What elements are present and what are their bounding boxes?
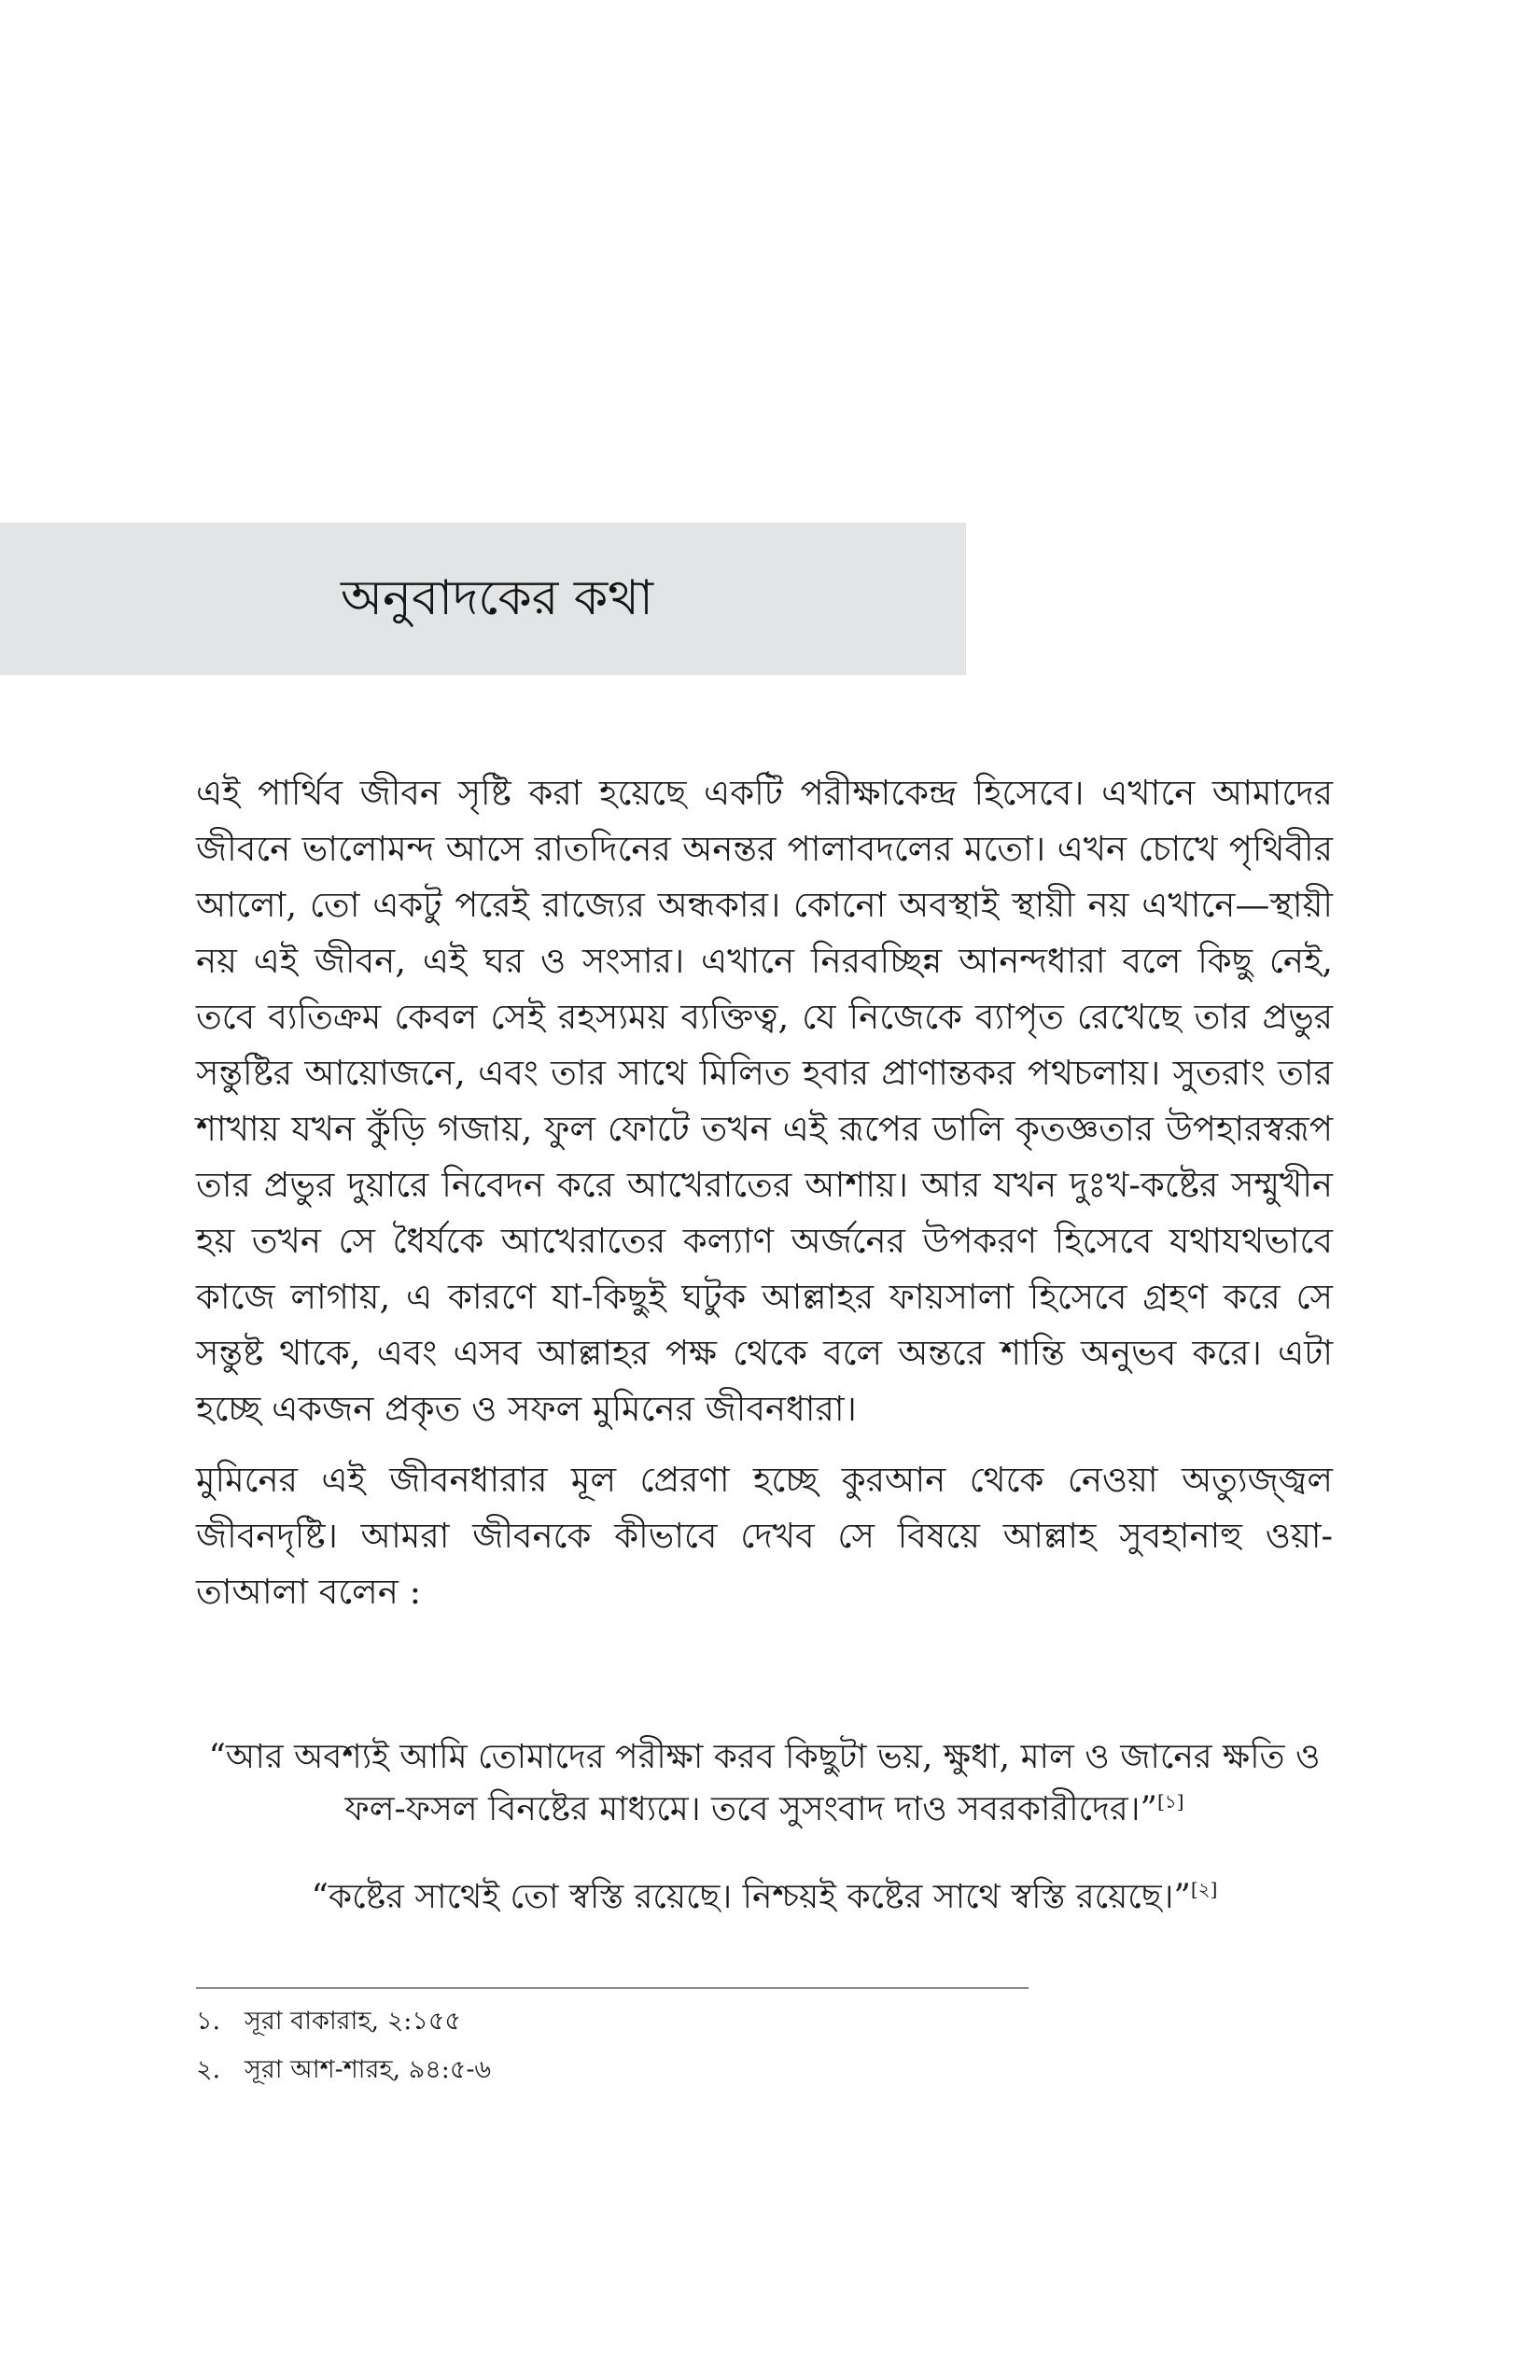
quote-text: “আর অবশ্যই আমি তোমাদের পরীক্ষা করব কিছুটা ভয়, ক্ষুধা, মাল ও জানের ক্ষতি ও ফল-ফসল বিনষ্টের মাধ্যমে। তবে সুসংবাদ দাও সবরকারীদের।” (208, 1738, 1321, 1828)
footnote-divider (196, 1987, 1029, 1989)
footnote-ref[interactable]: [১] (1156, 1790, 1184, 1813)
quote-text: “কষ্টের সাথেই তো স্বস্তি রয়েছে। নিশ্চয়ই কষ্টের সাথে স্বস্তি রয়েছে।” (311, 1878, 1191, 1916)
body-text (196, 765, 1333, 1620)
paragraph: মুমিনের এই জীবনধারার মূল প্রেরণা হচ্ছে কুরআন থেকে নেওয়া অত্যুজ্জ্বল জীবনদৃষ্টি। আমরা জীবনকে কীভাবে দেখব সে বিষয়ে আল্লাহ সুবহানাহু ওয়া-তাআলা বলেন : (196, 1460, 1333, 1612)
footnote-text: সূরা আশ-শারহ, ৯৪:৫-৬ (245, 2055, 492, 2084)
footnote (196, 1997, 1333, 2046)
quran-quote (196, 1871, 1333, 1924)
footnote-ref[interactable]: [২] (1190, 1878, 1218, 1900)
footnotes (196, 1997, 1333, 2094)
quran-quote (196, 1731, 1333, 1836)
footnote-text: সূরা বাকারাহ, ২:১৫৫ (245, 2007, 461, 2036)
chapter-title: অনুবাদকের কথা (341, 570, 653, 627)
footnote-number: ২. (196, 2055, 221, 2084)
chapter-heading-band (0, 523, 966, 675)
footnote-number: ১. (196, 2007, 221, 2036)
footnote (196, 2046, 1333, 2094)
paragraph: এই পার্থিব জীবন সৃষ্টি করা হয়েছে একটি পরীক্ষাকেন্দ্র হিসেবে। এখানে আমাদের জীবনে ভালোমন্দ আসে রাতদিনের অনন্তর পালাবদলের মতো। এখন চোখে পৃথিবীর আলো, তো একটু পরেই রাজ্যের অন্ধকার। কোনো অবস্থাই স্থায়ী নয় এখানে—স্থায়ী নয় এই জীবন, এই ঘর ও সংসার। এখানে নিরবচ্ছিন্ন আনন্দধারা বলে কিছু নেই, তবে ব্যতিক্রম কেবল সেই রহস্যময় ব্যক্তিত্ব, যে নিজেকে ব্যাপৃত রেখেছে তার প্রভুর সন্তুষ্টির আয়োজনে, এবং তার সাথে মিলিত হবার প্রাণান্তকর পথচলায়। সুতরাং তার শাখায় যখন কুঁড়ি গজায়, ফুল ফোটে তখন এই রূপের ডালি কৃতজ্ঞতার উপহারস্বরূপ তার প্রভুর দুয়ারে নিবেদন করে আখেরাতের আশায়। আর যখন দুঃখ-কষ্টের সম্মুখীন হয় তখন সে ধৈর্যকে আখেরাতের কল্যাণ অর্জনের উপকরণ হিসেবে যথাযথভাবে কাজে লাগায়, এ কারণে যা-কিছুই ঘটুক আল্লাহর ফায়সালা হিসেবে গ্রহণ করে সে সন্তুষ্ট থাকে, এবং এসব আল্লাহর পক্ষ থেকে বলে অন্তরে শান্তি অনুভব করে। এটা হচ্ছে একজন প্রকৃত ও সফল মুমিনের জীবনধারা। (196, 773, 1333, 1429)
quotation-block (196, 1731, 1333, 1924)
